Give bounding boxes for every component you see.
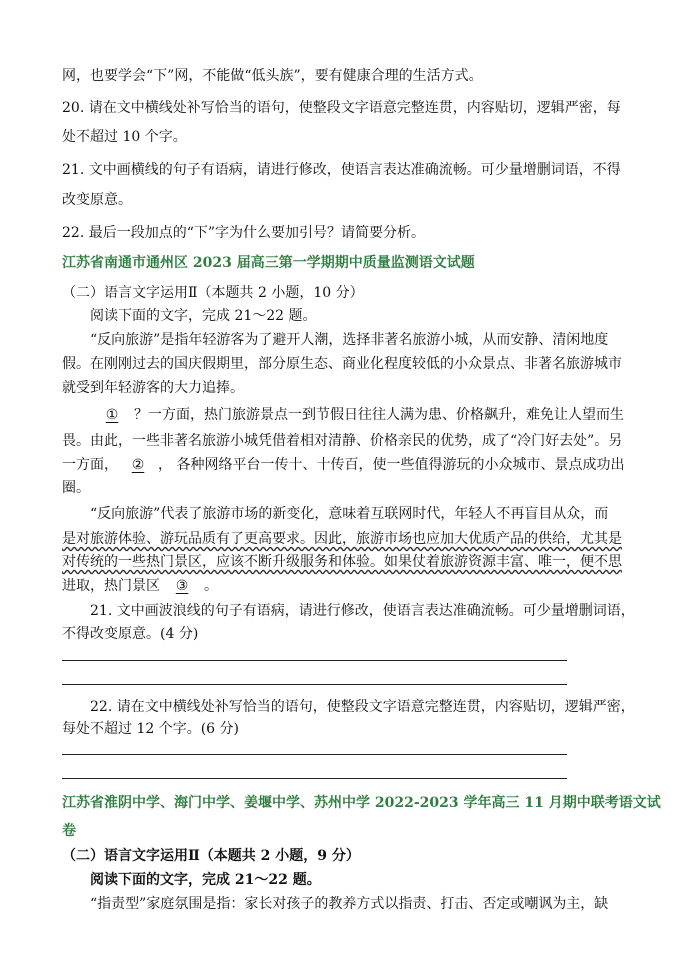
blank-3[interactable]: ③ bbox=[175, 578, 189, 594]
paragraph-2-line-3 bbox=[62, 455, 632, 475]
question-20-line-2: 处不超过 10 个字。 bbox=[62, 129, 187, 145]
exam-source-title: 江苏省南通市通州区 2023 届高三第一学期期中质量监测语文试题 bbox=[62, 255, 475, 271]
paragraph-2-line-4: 圈。 bbox=[62, 480, 90, 496]
question-21-line-2: 改变原意。 bbox=[62, 192, 132, 208]
blank-1[interactable]: ① bbox=[105, 407, 119, 423]
section-heading: （二）语言文字运用Ⅱ（本题共 2 小题，9 分） bbox=[62, 848, 360, 864]
paragraph-2-text: ？一方面，热门旅游景点一到节假日往往人满为患、价格飙升，难免让人望而生 bbox=[134, 407, 624, 423]
answer-line[interactable] bbox=[62, 754, 567, 755]
question-21-line-1: 21. 文中画横线的句子有语病，请进行修改，使语言表达准确流畅。可少量增删词语，不得 bbox=[62, 162, 621, 178]
paragraph-1-line-1: “反向旅游”是指年轻游客为了避开人潮，选择非著名旅游小城，从而安静、清闲地度 bbox=[90, 332, 609, 348]
paragraph-1-line-3: 就受到年轻游客的大力追捧。 bbox=[62, 380, 244, 396]
paragraph-1-line-2: 假。在刚刚过去的国庆假期里，部分原生态、商业化程度较低的小众景点、非著名旅游城市 bbox=[62, 356, 622, 372]
answer-line[interactable] bbox=[62, 778, 567, 779]
answer-line[interactable] bbox=[62, 684, 567, 685]
answer-line[interactable] bbox=[62, 660, 567, 661]
question-20-line-1: 20. 请在文中横线处补写恰当的语句，使整段文字语意完整连贯，内容贴切，逻辑严密，每 bbox=[62, 100, 621, 116]
paragraph-1-line-1: “指责型”家庭氛围是指：家长对孩子的教养方式以指责、打击、否定或嘲讽为主，缺 bbox=[90, 896, 609, 912]
paragraph-3-line-1: “反向旅游”代表了旅游市场的新变化，意味着互联网时代，年轻人不再盲目从众，而 bbox=[90, 506, 609, 522]
exam-source-title-cont: 卷 bbox=[62, 823, 76, 839]
paragraph-3-line-4 bbox=[62, 576, 632, 596]
exam-source-title: 江苏省淮阴中学、海门中学、姜堰中学、苏州中学 2022-2023 学年高三 11 月期中联考语文试 bbox=[62, 795, 661, 811]
question-22: 22. 最后一段加点的“下”字为什么要加引号？请简要分析。 bbox=[62, 225, 426, 241]
wavy-underlined-sentence: 是对旅游体验、游玩品质有了更高要求。因此，旅游市场也应加大优质产品的供给，尤其是 bbox=[62, 531, 622, 547]
paragraph-3-text: 。 bbox=[204, 578, 218, 594]
paragraph-2-line-1 bbox=[90, 405, 660, 425]
paragraph-2-line-2: 畏。由此，一些非著名旅游小城凭借着相对清静、价格亲民的优势，成了“冷门好去处”。另 bbox=[62, 433, 623, 449]
reading-instruction: 阅读下面的文字，完成 21～22 题。 bbox=[90, 308, 317, 324]
question-22-line-2: 每处不超过 12 个字。(6 分) bbox=[62, 721, 239, 737]
question-21-line-1: 21. 文中画波浪线的句子有语病，请进行修改，使语言表达准确流畅。可少量增删词语， bbox=[90, 603, 635, 619]
reading-instruction: 阅读下面的文字，完成 21～22 题。 bbox=[90, 872, 321, 888]
question-21-line-2: 不得改变原意。(4 分) bbox=[62, 626, 199, 642]
paragraph-2-text: 一方面， bbox=[62, 457, 118, 473]
wavy-underlined-sentence: 对传统的一些热门景区，应该不断升级服务和体验。如果仗着旅游资源丰富、唯一，便不思 bbox=[62, 554, 622, 570]
question-22-line-1: 22. 请在文中横线处补写恰当的语句，使整段文字语意完整连贯，内容贴切，逻辑严密， bbox=[90, 699, 635, 715]
section-heading: （二）语言文字运用Ⅱ（本题共 2 小题，10 分） bbox=[62, 285, 364, 301]
paragraph-3-text: 进取，热门景区 bbox=[62, 578, 160, 594]
text-line: 网，也要学会“下”网，不能做“低头族”，要有健康合理的生活方式。 bbox=[62, 68, 483, 84]
blank-2[interactable]: ② bbox=[131, 457, 145, 473]
paragraph-2-text: ， 各种网络平台一传十、十传百，使一些值得游玩的小众城市、景点成功出 bbox=[158, 457, 625, 473]
